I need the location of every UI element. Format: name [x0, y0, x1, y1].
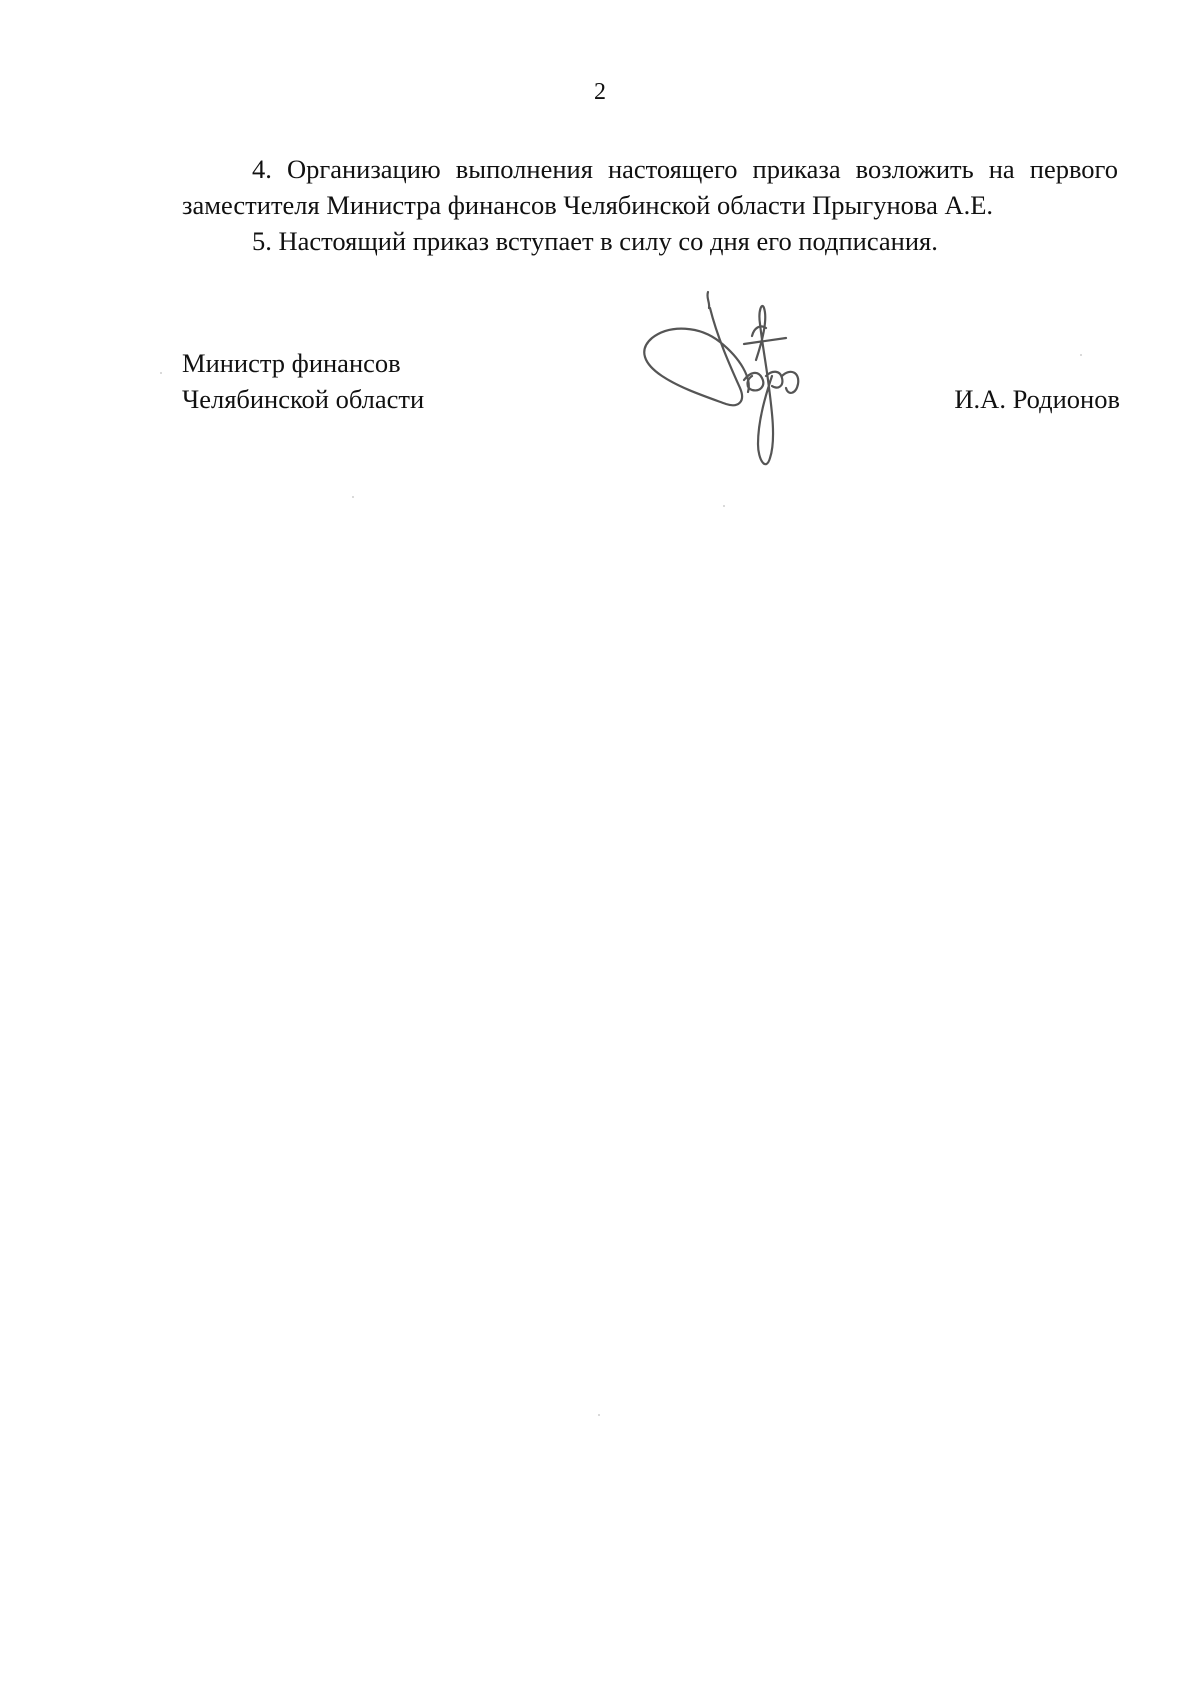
scan-speck — [598, 1414, 600, 1416]
paragraph-5: 5. Настоящий приказ вступает в силу со дня его подписания. — [252, 226, 938, 256]
page-number: 2 — [594, 79, 606, 105]
signer-name: И.А. Родионов — [954, 384, 1120, 414]
position-title-line-2: Челябинской области — [182, 384, 425, 414]
position-title-line-1: Министр финансов — [182, 348, 401, 378]
scan-speck — [1080, 354, 1082, 356]
scan-speck — [160, 372, 162, 374]
scan-speck — [352, 496, 354, 498]
paragraph-4: 4. Организацию выполнения настоящего приказа возложить на первого заместителя Министра финансов Челябинской области Прыгунова А.Е. — [182, 154, 1118, 220]
signatory-position — [182, 345, 424, 417]
scan-speck — [723, 505, 725, 507]
document-body — [182, 151, 1118, 259]
handwritten-signature — [640, 280, 860, 500]
